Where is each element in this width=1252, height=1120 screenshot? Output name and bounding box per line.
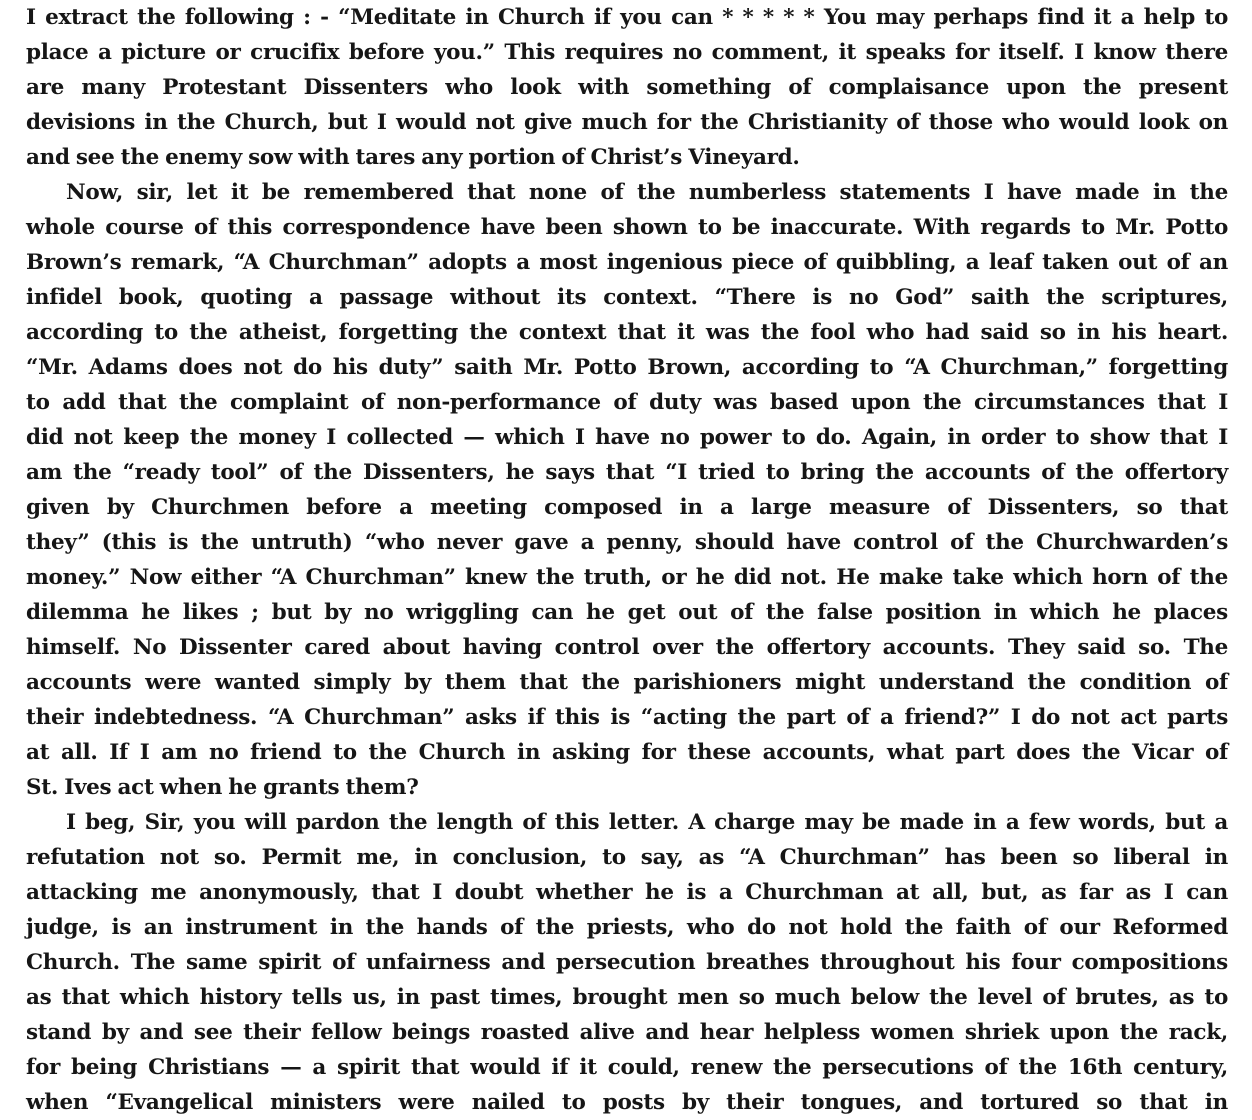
text-line: when “Evangelical ministers were nailed to posts by their tongues, and tortured so that in — [26, 1090, 1228, 1115]
text-line: money.” Now either “A Churchman” knew the truth, or he did not. He make take which horn of the — [26, 565, 1228, 590]
text-line: judge, is an instrument in the hands of the priests, who do not hold the faith of our Reformed — [26, 915, 1228, 940]
text-line: did not keep the money I collected — which I have no power to do. Again, in order to show that I — [26, 425, 1228, 450]
text-line: accounts were wanted simply by them that the parishioners might understand the condition of — [26, 670, 1228, 695]
text-line: their indebtedness. “A Churchman” asks if this is “acting the part of a friend?” I do not act parts — [26, 705, 1228, 730]
text-line: for being Christians — a spirit that would if it could, renew the persecutions of the 16th century, — [26, 1055, 1228, 1080]
text-line: Church. The same spirit of unfairness and persecution breathes throughout his four compositions — [26, 950, 1228, 975]
text-line: place a picture or crucifix before you.” This requires no comment, it speaks for itself. I know there — [26, 40, 1228, 65]
text-line: devisions in the Church, but I would not give much for the Christianity of those who would look on — [26, 110, 1228, 135]
text-line: himself. No Dissenter cared about having control over the offertory accounts. They said so. The — [26, 635, 1228, 660]
text-line: dilemma he likes ; but by no wriggling can he get out of the false position in which he places — [26, 600, 1228, 625]
text-line: I extract the following : - “Meditate in Church if you can * * * * * You may perhaps find it a help to — [26, 5, 1228, 30]
text-line: according to the atheist, forgetting the context that it was the fool who had said so in his heart. — [26, 320, 1228, 345]
text-line: at all. If I am no friend to the Church in asking for these accounts, what part does the Vicar of — [26, 740, 1228, 765]
text-line: “Mr. Adams does not do his duty” saith Mr. Potto Brown, according to “A Churchman,” forgetting — [26, 355, 1228, 380]
text-line: am the “ready tool” of the Dissenters, he says that “I tried to bring the accounts of the offertory — [26, 460, 1228, 485]
document-page — [26, 0, 1228, 1120]
text-line: attacking me anonymously, that I doubt whether he is a Churchman at all, but, as far as I can — [26, 880, 1228, 905]
text-line: infidel book, quoting a passage without its context. “There is no God” saith the scriptures, — [26, 285, 1228, 310]
text-line: Now, sir, let it be remembered that none of the numberless statements I have made in the — [66, 180, 1228, 205]
text-line: are many Protestant Dissenters who look with something of complaisance upon the present — [26, 75, 1228, 100]
text-line: whole course of this correspondence have been shown to be inaccurate. With regards to Mr. Potto — [26, 215, 1228, 240]
text-line: to add that the complaint of non-performance of duty was based upon the circumstances that I — [26, 390, 1228, 415]
text-line: Brown’s remark, “A Churchman” adopts a most ingenious piece of quibbling, a leaf taken out of an — [26, 250, 1228, 275]
text-line: given by Churchmen before a meeting composed in a large measure of Dissenters, so that — [26, 495, 1228, 520]
text-line: stand by and see their fellow beings roasted alive and hear helpless women shriek upon the rack, — [26, 1020, 1228, 1045]
text-line: I beg, Sir, you will pardon the length of this letter. A charge may be made in a few words, but a — [66, 810, 1228, 835]
text-line: St. Ives act when he grants them? — [26, 775, 419, 800]
text-line: and see the enemy sow with tares any portion of Christ’s Vineyard. — [26, 145, 800, 170]
text-line: refutation not so. Permit me, in conclusion, to say, as “A Churchman” has been so liberal in — [26, 845, 1228, 870]
text-line: they” (this is the untruth) “who never gave a penny, should have control of the Churchwarden’s — [26, 530, 1228, 555]
text-line: as that which history tells us, in past times, brought men so much below the level of brutes, as to — [26, 985, 1228, 1010]
